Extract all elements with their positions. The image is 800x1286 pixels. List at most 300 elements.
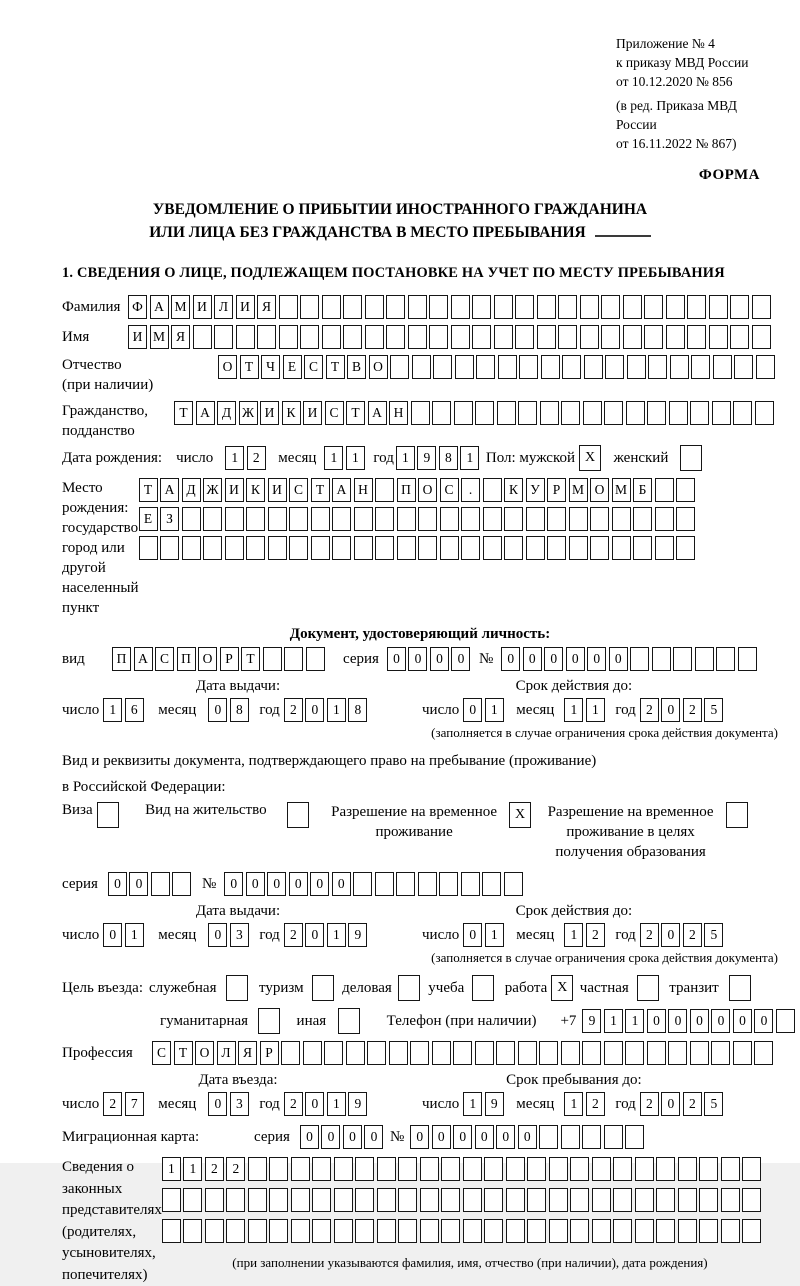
char-cell[interactable] (461, 507, 480, 531)
char-cell[interactable]: 0 (430, 647, 449, 671)
char-cell[interactable]: 1 (327, 1092, 346, 1116)
char-cell[interactable] (162, 1219, 181, 1243)
purpose-study-checkbox[interactable] (472, 975, 497, 1001)
char-cell[interactable]: 0 (566, 647, 585, 671)
char-cell[interactable] (279, 325, 298, 349)
stay-year-cells[interactable] (640, 1092, 726, 1116)
char-cell[interactable]: П (112, 647, 131, 671)
char-cell[interactable]: 2 (205, 1157, 224, 1181)
char-cell[interactable]: 2 (103, 1092, 122, 1116)
char-cell[interactable] (412, 355, 431, 379)
char-cell[interactable] (281, 1041, 300, 1065)
char-cell[interactable] (355, 1157, 374, 1181)
char-cell[interactable]: И (236, 295, 255, 319)
char-cell[interactable] (527, 1219, 546, 1243)
char-cell[interactable] (776, 1009, 795, 1033)
char-cell[interactable] (569, 536, 588, 560)
temp-permit-checkbox[interactable] (509, 802, 534, 828)
char-cell[interactable]: Р (260, 1041, 279, 1065)
char-cell[interactable]: 9 (348, 1092, 367, 1116)
patronymic-cells[interactable] (218, 355, 777, 379)
char-cell[interactable] (160, 536, 179, 560)
char-cell[interactable]: 1 (125, 923, 144, 947)
char-cell[interactable] (498, 355, 517, 379)
char-cell[interactable] (451, 325, 470, 349)
char-cell[interactable] (268, 536, 287, 560)
char-cell[interactable]: 3 (230, 923, 249, 947)
purpose-other-checkbox[interactable] (338, 1008, 363, 1034)
char-cell[interactable] (656, 1157, 675, 1181)
char-cell[interactable] (398, 1188, 417, 1212)
char-cell[interactable] (408, 325, 427, 349)
char-cell[interactable] (613, 1219, 632, 1243)
char-cell[interactable] (561, 401, 580, 425)
char-cell[interactable] (635, 1188, 654, 1212)
char-cell[interactable] (730, 295, 749, 319)
birth-place-row3-cells[interactable] (139, 536, 698, 560)
char-cell[interactable]: С (304, 355, 323, 379)
char-cell[interactable] (580, 325, 599, 349)
char-cell[interactable] (699, 1219, 718, 1243)
profession-cells[interactable] (152, 1041, 776, 1065)
char-cell[interactable]: Т (326, 355, 345, 379)
char-cell[interactable] (397, 536, 416, 560)
char-cell[interactable]: 1 (225, 446, 244, 470)
char-cell[interactable] (354, 507, 373, 531)
char-cell[interactable] (570, 1219, 589, 1243)
char-cell[interactable]: 0 (690, 1009, 709, 1033)
char-cell[interactable] (623, 295, 642, 319)
char-cell[interactable] (269, 1219, 288, 1243)
char-cell[interactable] (183, 1219, 202, 1243)
char-cell[interactable] (279, 295, 298, 319)
stay-month-cells[interactable] (564, 1092, 607, 1116)
char-cell[interactable] (494, 325, 513, 349)
char-cell[interactable]: 1 (625, 1009, 644, 1033)
char-cell[interactable]: 0 (305, 923, 324, 947)
char-cell[interactable] (539, 1125, 558, 1149)
char-cell[interactable] (463, 1219, 482, 1243)
char-cell[interactable] (453, 1041, 472, 1065)
char-cell[interactable]: 0 (129, 872, 148, 896)
char-cell[interactable]: 2 (284, 1092, 303, 1116)
char-cell[interactable]: К (282, 401, 301, 425)
char-cell[interactable]: 8 (230, 698, 249, 722)
char-cell[interactable]: А (160, 478, 179, 502)
char-cell[interactable]: 8 (348, 698, 367, 722)
char-cell[interactable] (518, 1041, 537, 1065)
residence-expiry-month-cells[interactable] (564, 923, 607, 947)
char-cell[interactable]: Т (240, 355, 259, 379)
char-cell[interactable] (263, 647, 282, 671)
char-cell[interactable] (472, 295, 491, 319)
char-cell[interactable]: 0 (208, 698, 227, 722)
char-cell[interactable] (454, 401, 473, 425)
char-cell[interactable] (690, 1041, 709, 1065)
char-cell[interactable] (712, 401, 731, 425)
char-cell[interactable]: 1 (396, 446, 415, 470)
residence-expiry-day-cells[interactable] (463, 923, 506, 947)
char-cell[interactable] (334, 1188, 353, 1212)
char-cell[interactable] (451, 295, 470, 319)
char-cell[interactable] (666, 325, 685, 349)
char-cell[interactable] (289, 536, 308, 560)
char-cell[interactable] (518, 401, 537, 425)
char-cell[interactable] (248, 1188, 267, 1212)
char-cell[interactable] (484, 1188, 503, 1212)
char-cell[interactable] (527, 1188, 546, 1212)
char-cell[interactable]: 0 (410, 1125, 429, 1149)
char-cell[interactable] (300, 325, 319, 349)
char-cell[interactable] (504, 536, 523, 560)
char-cell[interactable]: 3 (230, 1092, 249, 1116)
char-cell[interactable]: 7 (125, 1092, 144, 1116)
char-cell[interactable] (540, 401, 559, 425)
char-cell[interactable] (742, 1219, 761, 1243)
char-cell[interactable]: С (152, 1041, 171, 1065)
char-cell[interactable] (558, 325, 577, 349)
char-cell[interactable] (375, 507, 394, 531)
char-cell[interactable] (311, 536, 330, 560)
char-cell[interactable] (332, 536, 351, 560)
char-cell[interactable] (582, 1041, 601, 1065)
char-cell[interactable] (440, 507, 459, 531)
char-cell[interactable] (439, 872, 458, 896)
char-cell[interactable] (687, 325, 706, 349)
char-cell[interactable]: 0 (754, 1009, 773, 1033)
char-cell[interactable] (377, 1188, 396, 1212)
char-cell[interactable] (182, 507, 201, 531)
char-cell[interactable]: И (193, 295, 212, 319)
char-cell[interactable]: 0 (103, 923, 122, 947)
char-cell[interactable] (322, 295, 341, 319)
char-cell[interactable] (729, 975, 751, 1001)
char-cell[interactable] (334, 1219, 353, 1243)
char-cell[interactable]: Ч (261, 355, 280, 379)
char-cell[interactable] (312, 1219, 331, 1243)
char-cell[interactable]: 0 (609, 647, 628, 671)
char-cell[interactable]: С (325, 401, 344, 425)
char-cell[interactable]: Ф (128, 295, 147, 319)
purpose-official-checkbox[interactable] (226, 975, 251, 1001)
char-cell[interactable] (269, 1188, 288, 1212)
char-cell[interactable]: 9 (348, 923, 367, 947)
char-cell[interactable]: О (418, 478, 437, 502)
char-cell[interactable] (612, 507, 631, 531)
char-cell[interactable] (633, 507, 652, 531)
char-cell[interactable]: 2 (284, 923, 303, 947)
char-cell[interactable] (386, 295, 405, 319)
char-cell[interactable]: . (461, 478, 480, 502)
char-cell[interactable]: С (289, 478, 308, 502)
char-cell[interactable] (291, 1188, 310, 1212)
char-cell[interactable]: 0 (246, 872, 265, 896)
residence-number-cells[interactable] (224, 872, 525, 896)
purpose-transit-checkbox[interactable] (729, 975, 754, 1001)
char-cell[interactable] (322, 325, 341, 349)
char-cell[interactable] (687, 295, 706, 319)
char-cell[interactable] (248, 1219, 267, 1243)
identity-expiry-month-cells[interactable] (564, 698, 607, 722)
char-cell[interactable] (246, 507, 265, 531)
char-cell[interactable] (236, 325, 255, 349)
char-cell[interactable]: 0 (310, 872, 329, 896)
purpose-work-checkbox[interactable] (551, 975, 576, 1001)
char-cell[interactable]: И (225, 478, 244, 502)
birth-day-cells[interactable] (225, 446, 268, 470)
char-cell[interactable] (561, 1041, 580, 1065)
char-cell[interactable]: 0 (208, 923, 227, 947)
char-cell[interactable] (699, 1157, 718, 1181)
char-cell[interactable] (214, 325, 233, 349)
char-cell[interactable] (613, 1157, 632, 1181)
char-cell[interactable] (690, 401, 709, 425)
char-cell[interactable] (541, 355, 560, 379)
birth-place-row2-cells[interactable] (139, 507, 698, 531)
char-cell[interactable] (627, 355, 646, 379)
representatives-row3-cells[interactable] (162, 1219, 764, 1243)
char-cell[interactable]: Д (182, 478, 201, 502)
char-cell[interactable] (655, 507, 674, 531)
char-cell[interactable]: 5 (704, 1092, 723, 1116)
char-cell[interactable] (225, 507, 244, 531)
char-cell[interactable]: 1 (103, 698, 122, 722)
char-cell[interactable]: 1 (586, 698, 605, 722)
char-cell[interactable]: 2 (683, 1092, 702, 1116)
purpose-humanitarian-checkbox[interactable] (258, 1008, 283, 1034)
char-cell[interactable]: 0 (408, 647, 427, 671)
char-cell[interactable]: X (509, 802, 531, 828)
birth-place-row1-cells[interactable] (139, 478, 698, 502)
char-cell[interactable] (162, 1188, 181, 1212)
residence-issue-year-cells[interactable] (284, 923, 370, 947)
char-cell[interactable] (519, 355, 538, 379)
char-cell[interactable] (312, 1157, 331, 1181)
char-cell[interactable] (353, 872, 372, 896)
char-cell[interactable]: 1 (162, 1157, 181, 1181)
char-cell[interactable]: У (526, 478, 545, 502)
representatives-row2-cells[interactable] (162, 1188, 764, 1212)
char-cell[interactable]: О (195, 1041, 214, 1065)
char-cell[interactable] (647, 1041, 666, 1065)
char-cell[interactable] (346, 1041, 365, 1065)
char-cell[interactable] (655, 536, 674, 560)
char-cell[interactable] (590, 536, 609, 560)
char-cell[interactable] (709, 295, 728, 319)
char-cell[interactable] (441, 1157, 460, 1181)
char-cell[interactable] (644, 325, 663, 349)
char-cell[interactable]: П (397, 478, 416, 502)
char-cell[interactable] (637, 975, 659, 1001)
char-cell[interactable] (734, 355, 753, 379)
char-cell[interactable]: И (268, 478, 287, 502)
char-cell[interactable] (669, 401, 688, 425)
char-cell[interactable] (432, 401, 451, 425)
char-cell[interactable] (504, 507, 523, 531)
char-cell[interactable]: Т (139, 478, 158, 502)
birth-year-cells[interactable] (396, 446, 482, 470)
char-cell[interactable] (461, 536, 480, 560)
char-cell[interactable]: 0 (305, 698, 324, 722)
char-cell[interactable]: 1 (564, 923, 583, 947)
char-cell[interactable] (584, 355, 603, 379)
char-cell[interactable] (676, 478, 695, 502)
char-cell[interactable]: 0 (661, 1092, 680, 1116)
char-cell[interactable] (699, 1188, 718, 1212)
entry-day-cells[interactable] (103, 1092, 146, 1116)
char-cell[interactable] (365, 325, 384, 349)
char-cell[interactable] (680, 445, 702, 471)
char-cell[interactable] (398, 1157, 417, 1181)
char-cell[interactable] (635, 1219, 654, 1243)
char-cell[interactable] (248, 1157, 267, 1181)
char-cell[interactable] (547, 507, 566, 531)
char-cell[interactable]: 0 (289, 872, 308, 896)
char-cell[interactable] (343, 295, 362, 319)
char-cell[interactable] (303, 1041, 322, 1065)
stay-day-cells[interactable] (463, 1092, 506, 1116)
char-cell[interactable]: Т (174, 401, 193, 425)
char-cell[interactable] (338, 1008, 360, 1034)
purpose-tourism-checkbox[interactable] (312, 975, 337, 1001)
char-cell[interactable]: 9 (417, 446, 436, 470)
char-cell[interactable] (730, 325, 749, 349)
char-cell[interactable] (713, 355, 732, 379)
char-cell[interactable]: 0 (300, 1125, 319, 1149)
char-cell[interactable]: Р (547, 478, 566, 502)
char-cell[interactable] (291, 1157, 310, 1181)
char-cell[interactable]: С (440, 478, 459, 502)
char-cell[interactable]: 0 (305, 1092, 324, 1116)
char-cell[interactable] (691, 355, 710, 379)
char-cell[interactable] (332, 507, 351, 531)
char-cell[interactable]: 0 (463, 923, 482, 947)
char-cell[interactable]: 1 (327, 698, 346, 722)
char-cell[interactable]: 2 (683, 923, 702, 947)
char-cell[interactable] (583, 401, 602, 425)
char-cell[interactable]: Я (238, 1041, 257, 1065)
char-cell[interactable] (570, 1157, 589, 1181)
edu-permit-checkbox[interactable] (726, 802, 751, 828)
residence-permit-checkbox[interactable] (287, 802, 312, 828)
residence-expiry-year-cells[interactable] (640, 923, 726, 947)
identity-issue-day-cells[interactable] (103, 698, 146, 722)
char-cell[interactable] (183, 1188, 202, 1212)
char-cell[interactable]: 1 (564, 698, 583, 722)
char-cell[interactable]: Т (241, 647, 260, 671)
char-cell[interactable]: 0 (475, 1125, 494, 1149)
char-cell[interactable] (225, 536, 244, 560)
char-cell[interactable]: 0 (647, 1009, 666, 1033)
char-cell[interactable] (484, 1157, 503, 1181)
char-cell[interactable]: 0 (518, 1125, 537, 1149)
char-cell[interactable] (721, 1188, 740, 1212)
char-cell[interactable] (472, 325, 491, 349)
char-cell[interactable]: 2 (247, 446, 266, 470)
char-cell[interactable] (226, 1219, 245, 1243)
char-cell[interactable] (398, 1219, 417, 1243)
visa-checkbox[interactable] (97, 802, 122, 828)
char-cell[interactable]: О (369, 355, 388, 379)
char-cell[interactable] (311, 507, 330, 531)
residence-issue-month-cells[interactable] (208, 923, 251, 947)
char-cell[interactable] (695, 647, 714, 671)
char-cell[interactable]: Н (354, 478, 373, 502)
residence-issue-day-cells[interactable] (103, 923, 146, 947)
char-cell[interactable] (678, 1188, 697, 1212)
char-cell[interactable]: 1 (463, 1092, 482, 1116)
char-cell[interactable] (647, 401, 666, 425)
char-cell[interactable] (203, 507, 222, 531)
char-cell[interactable] (291, 1219, 310, 1243)
char-cell[interactable] (289, 507, 308, 531)
char-cell[interactable] (742, 1157, 761, 1181)
char-cell[interactable] (375, 478, 394, 502)
char-cell[interactable]: З (160, 507, 179, 531)
char-cell[interactable] (539, 1041, 558, 1065)
char-cell[interactable] (633, 536, 652, 560)
char-cell[interactable] (172, 872, 191, 896)
char-cell[interactable] (139, 536, 158, 560)
char-cell[interactable] (441, 1188, 460, 1212)
char-cell[interactable]: 0 (496, 1125, 515, 1149)
char-cell[interactable]: 8 (439, 446, 458, 470)
char-cell[interactable] (287, 802, 309, 828)
char-cell[interactable] (482, 872, 501, 896)
char-cell[interactable]: 1 (564, 1092, 583, 1116)
char-cell[interactable]: Н (389, 401, 408, 425)
char-cell[interactable] (284, 647, 303, 671)
char-cell[interactable] (515, 325, 534, 349)
char-cell[interactable] (461, 872, 480, 896)
char-cell[interactable]: 1 (346, 446, 365, 470)
char-cell[interactable]: 2 (226, 1157, 245, 1181)
char-cell[interactable] (410, 1041, 429, 1065)
char-cell[interactable] (625, 1041, 644, 1065)
char-cell[interactable]: О (590, 478, 609, 502)
char-cell[interactable] (269, 1157, 288, 1181)
char-cell[interactable] (375, 872, 394, 896)
char-cell[interactable] (558, 295, 577, 319)
char-cell[interactable] (420, 1157, 439, 1181)
char-cell[interactable]: М (171, 295, 190, 319)
citizenship-cells[interactable] (174, 401, 776, 425)
char-cell[interactable] (709, 325, 728, 349)
char-cell[interactable] (398, 975, 420, 1001)
char-cell[interactable] (733, 1041, 752, 1065)
char-cell[interactable]: Е (283, 355, 302, 379)
char-cell[interactable] (386, 325, 405, 349)
char-cell[interactable] (549, 1157, 568, 1181)
char-cell[interactable] (475, 1041, 494, 1065)
char-cell[interactable] (418, 507, 437, 531)
char-cell[interactable] (193, 325, 212, 349)
purpose-private-checkbox[interactable] (637, 975, 662, 1001)
char-cell[interactable] (604, 1041, 623, 1065)
char-cell[interactable] (418, 872, 437, 896)
char-cell[interactable]: 1 (327, 923, 346, 947)
char-cell[interactable] (670, 355, 689, 379)
char-cell[interactable] (441, 1219, 460, 1243)
char-cell[interactable] (408, 295, 427, 319)
char-cell[interactable]: 0 (544, 647, 563, 671)
char-cell[interactable] (494, 295, 513, 319)
char-cell[interactable]: Л (217, 1041, 236, 1065)
char-cell[interactable]: 1 (485, 698, 504, 722)
char-cell[interactable] (635, 1157, 654, 1181)
residence-series-cells[interactable] (108, 872, 194, 896)
char-cell[interactable] (626, 401, 645, 425)
